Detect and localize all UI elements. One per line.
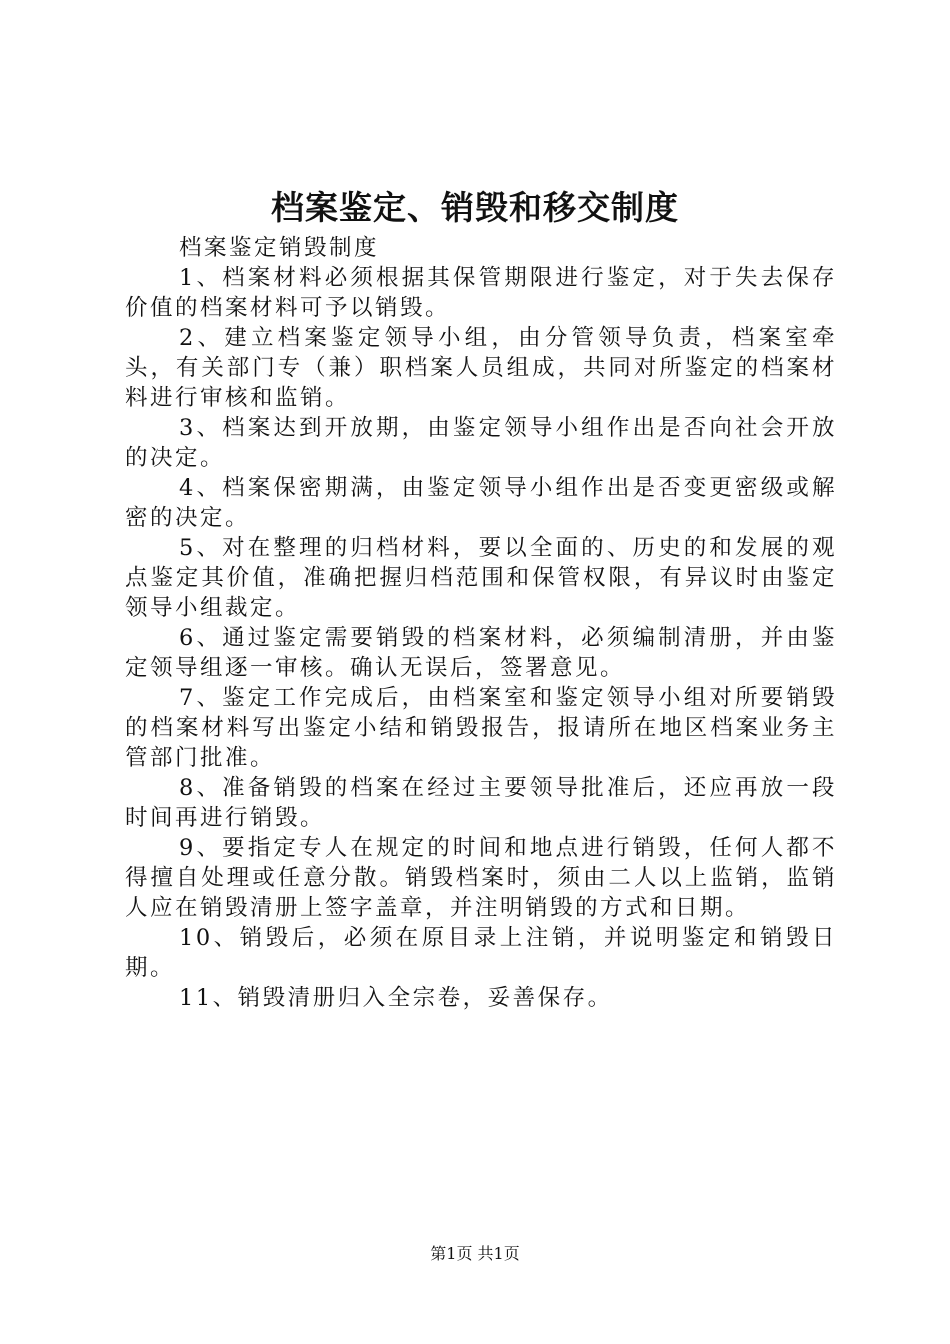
paragraph-4: 4、档案保密期满，由鉴定领导小组作出是否变更密级或解密的决定。 [125,475,837,531]
paragraph-2: 2、建立档案鉴定领导小组，由分管领导负责，档案室牵头，有关部门专（兼）职档案人员组成，共同对所鉴定的档案材料进行审核和监销。 [125,325,837,411]
page-title: 档案鉴定、销毁和移交制度 [271,188,679,227]
section-heading: 档案鉴定销毁制度 [179,235,380,261]
document-body [125,233,837,1013]
paragraph-6: 6、通过鉴定需要销毁的档案材料，必须编制清册，并由鉴定领导组逐一审核。确认无误后，签署意见。 [125,625,837,681]
paragraph-3: 3、档案达到开放期，由鉴定领导小组作出是否向社会开放的决定。 [125,415,837,471]
paragraph-10: 10、销毁后，必须在原目录上注销，并说明鉴定和销毁日期。 [125,925,837,981]
paragraph-5: 5、对在整理的归档材料，要以全面的、历史的和发展的观点鉴定其价值，准确把握归档范围和保管权限，有异议时由鉴定领导小组裁定。 [125,535,837,621]
page-footer: 第1页 共1页 [430,1244,520,1263]
paragraph-11: 11、销毁清册归入全宗卷，妥善保存。 [179,985,613,1011]
paragraph-7: 7、鉴定工作完成后，由档案室和鉴定领导小组对所要销毁的档案材料写出鉴定小结和销毁报告，报请所在地区档案业务主管部门批准。 [125,685,837,771]
paragraph-9: 9、要指定专人在规定的时间和地点进行销毁，任何人都不得擅自处理或任意分散。销毁档案时，须由二人以上监销，监销人应在销毁清册上签字盖章，并注明销毁的方式和日期。 [125,835,837,921]
paragraph-8: 8、准备销毁的档案在经过主要领导批准后，还应再放一段时间再进行销毁。 [125,775,837,831]
paragraph-1: 1、档案材料必须根据其保管期限进行鉴定，对于失去保存价值的档案材料可予以销毁。 [125,265,837,321]
